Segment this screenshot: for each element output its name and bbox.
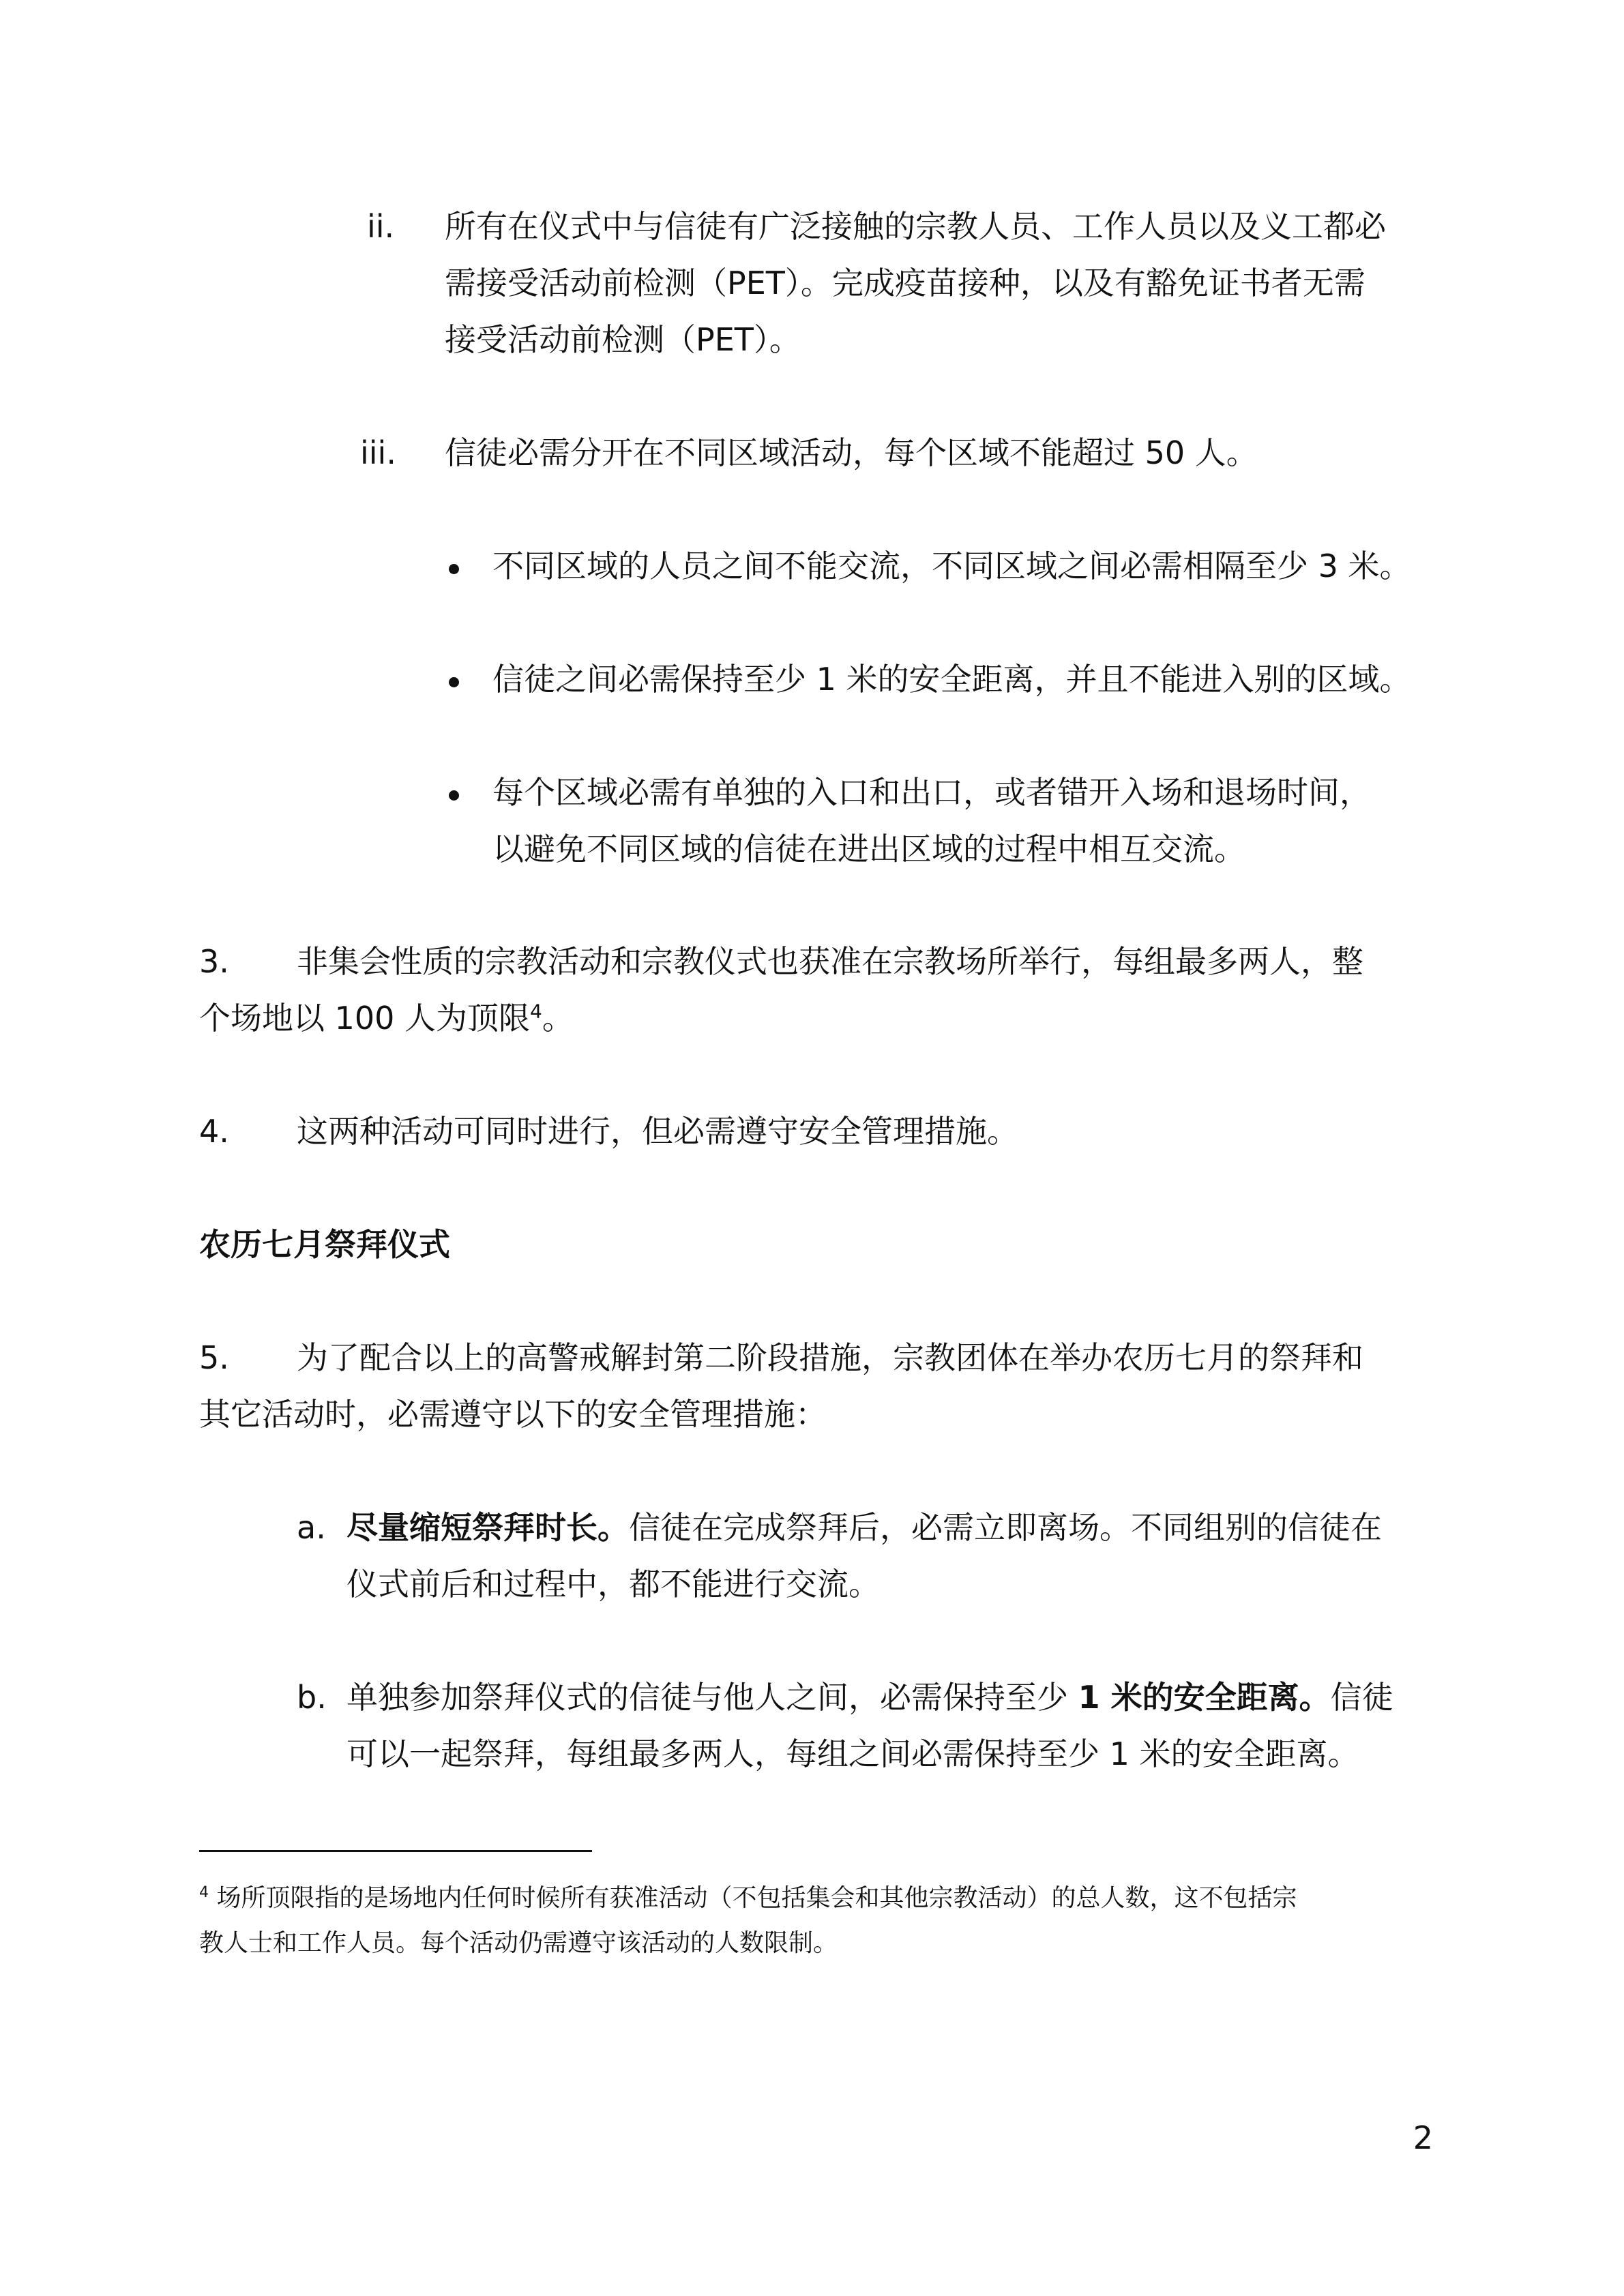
item-b-line-2: 可以一起祭拜，每组最多两人，每组之间必需保持至少 1 米的安全距离。 (346, 1735, 1359, 1772)
item-a-bold-lead: 尽量缩短祭拜时长。 (346, 1509, 629, 1546)
item-a-line-2: 仪式前后和过程中，都不能进行交流。 (346, 1566, 880, 1602)
para-3-number: 3. (199, 943, 229, 980)
footnote-line-1-text: 场所顶限指的是场地内任何时候所有获准活动（不包括集会和其他宗教活动）的总人数，这不包括宗 (209, 1884, 1297, 1912)
bullet-2-line-1: 信徒之间必需保持至少 1 米的安全距离，并且不能进入别的区域。 (492, 661, 1411, 698)
footnote-reference[interactable]: 4 (530, 1000, 542, 1023)
para-4-line-1: 这两种活动可同时进行，但必需遵守安全管理措施。 (297, 1113, 1018, 1150)
footnote-number: 4 (199, 1884, 209, 1901)
bullet-dot-3 (449, 790, 459, 801)
section-heading: 农历七月祭拜仪式 (199, 1226, 450, 1263)
item-b-line-1 (346, 1677, 1393, 1718)
bullet-3-line-2: 以避免不同区域的信徒在进出区域的过程中相互交流。 (492, 831, 1245, 867)
item-iii-line-1: 信徒必需分开在不同区域活动，每个区域不能超过 50 人。 (445, 434, 1258, 471)
para-3-line-1: 非集会性质的宗教活动和宗教仪式也获准在宗教场所举行，每组最多两人，整 (297, 943, 1363, 980)
item-a-line-1 (346, 1507, 1382, 1548)
item-b-bold-phrase: 1 米的安全距离 (1078, 1679, 1299, 1716)
item-b-line-1-start: 单独参加祭拜仪式的信徒与他人之间，必需保持至少 (346, 1679, 1078, 1716)
bullet-3-line-1: 每个区域必需有单独的入口和出口，或者错开入场和退场时间， (492, 774, 1371, 811)
footnote-line-2: 教人士和工作人员。每个活动仍需遵守该活动的人数限制。 (199, 1929, 838, 1957)
para-3-line-2-text: 个场地以 100 人为顶限 (199, 1000, 531, 1037)
list-marker-ii: ii. (367, 208, 395, 245)
item-ii-line-3: 接受活动前检测（PET）。 (445, 321, 801, 358)
footnote-line-1 (199, 1882, 1297, 1915)
item-ii-line-2: 需接受活动前检测（PET）。完成疫苗接种，以及有豁免证书者无需 (445, 265, 1365, 301)
bullet-1-line-1: 不同区域的人员之间不能交流，不同区域之间必需相隔至少 3 米。 (492, 548, 1411, 584)
para-3-line-2-end: 。 (542, 1000, 574, 1037)
item-a-line-1-rest: 信徒在完成祭拜后，必需立即离场。不同组别的信徒在 (629, 1509, 1382, 1546)
footnote-separator (199, 1850, 592, 1852)
list-marker-a: a. (297, 1509, 326, 1546)
list-marker-iii: iii. (360, 434, 396, 471)
item-b-line-1-rest: 信徒 (1330, 1679, 1393, 1716)
para-3-line-2 (199, 998, 574, 1039)
page-number: 2 (1413, 2119, 1433, 2156)
para-4-number: 4. (199, 1113, 229, 1150)
item-b-bold-end: 。 (1299, 1679, 1331, 1716)
item-ii-line-1: 所有在仪式中与信徒有广泛接触的宗教人员、工作人员以及义工都必 (445, 208, 1386, 245)
list-marker-b: b. (297, 1679, 327, 1716)
bullet-dot-2 (449, 677, 459, 687)
para-5-line-2: 其它活动时，必需遵守以下的安全管理措施： (199, 1396, 827, 1433)
para-5-number: 5. (199, 1339, 229, 1376)
bullet-dot-1 (449, 564, 459, 574)
para-5-line-1: 为了配合以上的高警戒解封第二阶段措施，宗教团体在举办农历七月的祭拜和 (297, 1339, 1363, 1376)
